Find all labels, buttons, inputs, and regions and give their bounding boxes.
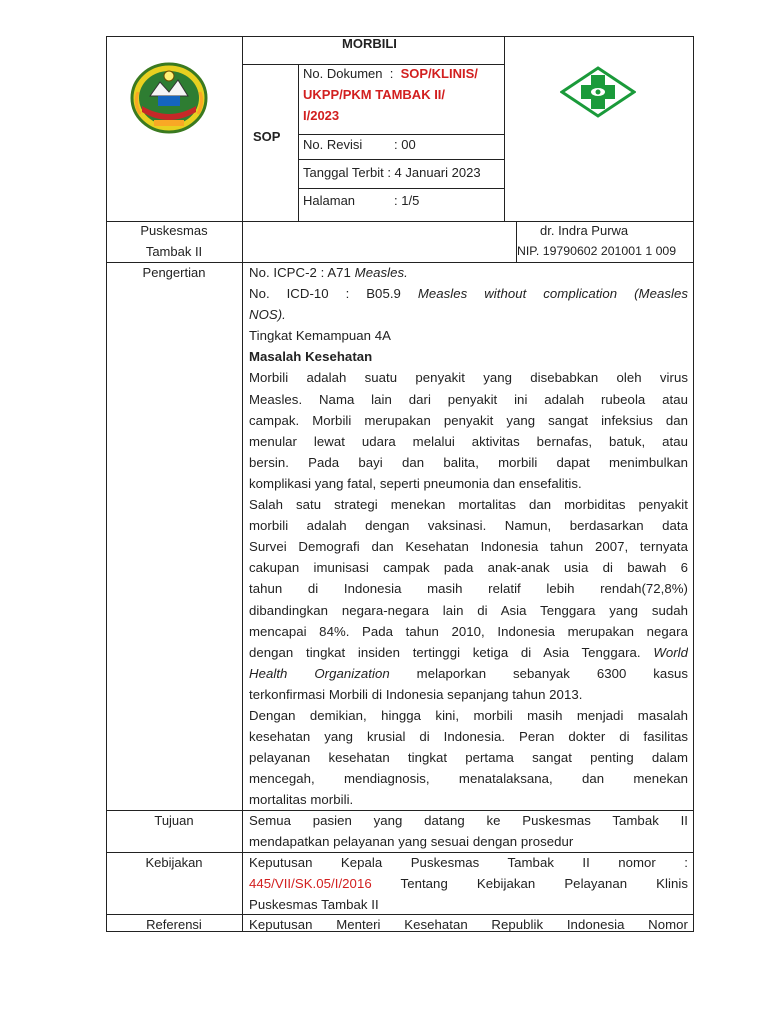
decree-number: 445/VII/SK.05/I/2016	[249, 876, 372, 892]
organization-name: Puskesmas Tambak II	[140, 223, 208, 259]
section-label-referensi: Referensi	[146, 917, 202, 931]
doc-number-value-2: UKPP/PKM TAMBAK II/	[303, 87, 446, 102]
tujuan-content: Semua pasien yang datang ke Puskesmas Tambak II mendapatkan pelayanan yang sesuai dengan prosedur	[249, 813, 688, 850]
document-title: MORBILI	[342, 36, 397, 51]
icd-code: No. ICD-10 : B05.9 Measles without complication (Measles	[249, 286, 688, 302]
section-label-kebijakan: Kebijakan	[145, 855, 203, 870]
signer-name: dr. Indra Purwa	[540, 223, 629, 238]
doc-number-value-3: I/2023	[303, 108, 340, 123]
regency-seal-logo	[130, 62, 208, 134]
revision-label: No. Revisi	[303, 137, 363, 152]
revision-value: : 00	[394, 137, 416, 152]
puskesmas-cross-logo	[560, 66, 636, 118]
section-label-pengertian: Pengertian	[142, 265, 206, 280]
doc-number-row: No. Dokumen : SOP/KLINIS/	[303, 66, 478, 81]
referensi-content: Keputusan Menteri Kesehatan Republik Indonesia Nomor	[249, 917, 688, 931]
signer-nip: NIP. 19790602 201001 1 009	[517, 244, 677, 258]
masalah-heading: Masalah Kesehatan	[249, 349, 373, 365]
sop-label: SOP	[253, 129, 281, 144]
doc-number-label: No. Dokumen	[303, 66, 383, 81]
page-value: : 1/5	[394, 193, 420, 208]
section-label-tujuan: Tujuan	[154, 813, 194, 828]
page-label: Halaman	[303, 193, 356, 208]
paragraph-3: Dengan demikian, hingga kini, morbili masih menjadi masalah kesehatan yang krusial di Indonesia. Peran dokter di fasilitas pelayanan kesehatan tingkat pertama sangat penting dalam mencegah, mendiagnosis, menatalaksana, dan menekan mortalitas morbili.	[249, 707, 688, 808]
issue-date: Tanggal Terbit : 4 Januari 2023	[303, 165, 481, 180]
pengertian-content: No. ICPC-2 : A71 Measles. No. ICD-10 : B05.9 Measles without complication (Measles NOS). Tingkat Kemampuan 4A Masalah Kesehatan Morbili adalah suatu penyakit yang disebabkan oleh virus Measles. Nama lain dari penyakit ini adalah rubeola atau campak. Morbili merupakan penyakit yang sangat infeksius dan menular lewat udara melalui aktivitas bernafas, batuk, atau bersin. Pada bayi dan balita, morbili dapat menimbulkan komplikasi yang fatal, seperti pneumonia dan ensefalitis. Salah satu strategi menekan mortalitas dan morbiditas penyakit morbili adalah dengan vaksinasi. Namun, berdasarkan data Survei Demografi dan Kesehatan Indonesia tahun 2007, ternyata cakupan imunisasi campak pada anak-anak usia di bawah 6 tahun di Indonesia masih relatif lebih rendah(72,8%) dibandingkan negara-negara lain di Asia Tenggara yang sudah mencapai 84%. Pada tahun 2010, Indonesia merupakan negara dengan tingkat insiden tertinggi ketiga di Asia Tenggara. World Health Organization melaporkan sebanyak 6300 kasus terkonfirmasi Morbili di Indonesia sepanjang tahun 2013. Dengan demikian, hingga kini, morbili masih menjadi masalah kesehatan yang krusial di Indonesia. Peran dokter di fasilitas pelayanan kesehatan tingkat pertama sangat penting dalam mencegah, mendiagnosis, menatalaksana, dan menekan mortalitas morbili.	[249, 262, 688, 810]
kebijakan-content: Keputusan Kepala Puskesmas Tambak II nomor : 445/VII/SK.05/I/2016 Tentang Kebijakan Pelayanan Klinis Puskesmas Tambak II	[249, 855, 688, 913]
doc-number-value-1: SOP/KLINIS/	[400, 66, 478, 81]
paragraph-2: Salah satu strategi menekan mortalitas dan morbiditas penyakit morbili adalah dengan vaksinasi. Namun, berdasarkan data Survei Demografi dan Kesehatan Indonesia tahun 2007, ternyata cakupan imunisasi campak pada anak-anak usia di bawah 6 tahun di Indonesia masih relatif lebih rendah(72,8%) dibandingkan negara-negara lain di Asia Tenggara yang sudah mencapai 84%. Pada tahun 2010, Indonesia merupakan negara dengan tingkat insiden tertinggi ketiga di Asia Tenggara. World Health Organization melaporkan sebanyak 6300 kasus terkonfirmasi Morbili di Indonesia sepanjang tahun 2013.	[249, 497, 688, 702]
paragraph-1: Morbili adalah suatu penyakit yang disebabkan oleh virus Measles. Nama lain dari penyakit ini adalah rubeola atau campak. Morbili merupakan penyakit yang sangat infeksius dan menular lewat udara melalui aktivitas bernafas, batuk, atau bersin. Pada bayi dan balita, morbili dapat menimbulkan komplikasi yang fatal, seperti pneumonia dan ensefalitis.	[249, 370, 688, 491]
competency-level: Tingkat Kemampuan 4A	[249, 328, 391, 344]
icpc-code: No. ICPC-2 : A71 Measles.	[249, 265, 408, 280]
